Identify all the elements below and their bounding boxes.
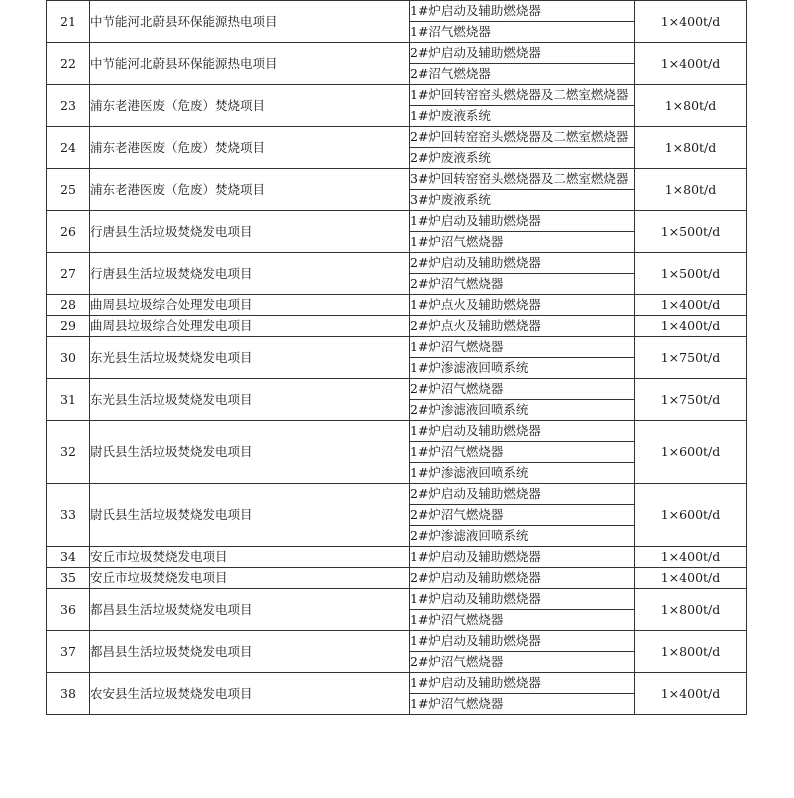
project-name: 曲周县垃圾综合处理发电项目 [90,295,410,316]
equipment-item: 1#炉沼气燃烧器 [410,232,635,253]
equipment-item: 1#炉启动及辅助燃烧器 [410,631,635,652]
project-name: 行唐县生活垃圾焚烧发电项目 [90,253,410,295]
table-row [47,337,747,358]
table-row [47,253,747,274]
project-name: 中节能河北蔚县环保能源热电项目 [90,43,410,85]
equipment-item: 2#炉沼气燃烧器 [410,274,635,295]
capacity-value: 1×600t/d [635,484,747,547]
equipment-item: 1#炉废液系统 [410,106,635,127]
row-number: 22 [47,43,90,85]
equipment-item: 2#炉沼气燃烧器 [410,379,635,400]
project-name: 安丘市垃圾焚烧发电项目 [90,568,410,589]
table-row [47,316,747,337]
row-number: 28 [47,295,90,316]
equipment-item: 1#炉沼气燃烧器 [410,442,635,463]
capacity-value: 1×80t/d [635,127,747,169]
table-row [47,169,747,190]
table-row [47,421,747,442]
project-name: 曲周县垃圾综合处理发电项目 [90,316,410,337]
equipment-item: 2#炉废液系统 [410,148,635,169]
row-number: 27 [47,253,90,295]
equipment-item: 1#炉启动及辅助燃烧器 [410,421,635,442]
project-name: 尉氏县生活垃圾焚烧发电项目 [90,484,410,547]
table-row [47,1,747,22]
table-row [47,43,747,64]
table-row [47,211,747,232]
row-number: 26 [47,211,90,253]
equipment-item: 3#炉废液系统 [410,190,635,211]
project-table [46,0,747,715]
row-number: 24 [47,127,90,169]
capacity-value: 1×400t/d [635,547,747,568]
table-row [47,673,747,694]
equipment-item: 2#炉沼气燃烧器 [410,505,635,526]
table-row [47,568,747,589]
row-number: 36 [47,589,90,631]
table-row [47,295,747,316]
equipment-item: 1#炉启动及辅助燃烧器 [410,211,635,232]
equipment-item: 1#炉沼气燃烧器 [410,337,635,358]
project-name: 都昌县生活垃圾焚烧发电项目 [90,589,410,631]
equipment-item: 2#炉启动及辅助燃烧器 [410,253,635,274]
project-name: 东光县生活垃圾焚烧发电项目 [90,379,410,421]
row-number: 34 [47,547,90,568]
capacity-value: 1×400t/d [635,673,747,715]
table-row [47,85,747,106]
equipment-item: 1#炉沼气燃烧器 [410,610,635,631]
row-number: 38 [47,673,90,715]
capacity-value: 1×400t/d [635,316,747,337]
row-number: 25 [47,169,90,211]
equipment-item: 1#炉启动及辅助燃烧器 [410,589,635,610]
project-name: 农安县生活垃圾焚烧发电项目 [90,673,410,715]
row-number: 23 [47,85,90,127]
equipment-item: 1#炉渗滤液回喷系统 [410,358,635,379]
equipment-item: 1#炉点火及辅助燃烧器 [410,295,635,316]
project-name: 东光县生活垃圾焚烧发电项目 [90,337,410,379]
project-name: 都昌县生活垃圾焚烧发电项目 [90,631,410,673]
project-name: 浦东老港医废（危废）焚烧项目 [90,85,410,127]
equipment-item: 1#炉启动及辅助燃烧器 [410,1,635,22]
capacity-value: 1×500t/d [635,211,747,253]
equipment-item: 2#沼气燃烧器 [410,64,635,85]
equipment-item: 2#炉渗滤液回喷系统 [410,526,635,547]
capacity-value: 1×80t/d [635,169,747,211]
project-name: 浦东老港医废（危废）焚烧项目 [90,127,410,169]
row-number: 32 [47,421,90,484]
capacity-value: 1×800t/d [635,589,747,631]
capacity-value: 1×400t/d [635,43,747,85]
row-number: 31 [47,379,90,421]
equipment-item: 1#炉回转窑窑头燃烧器及二燃室燃烧器 [410,85,635,106]
project-name: 安丘市垃圾焚烧发电项目 [90,547,410,568]
project-name: 中节能河北蔚县环保能源热电项目 [90,1,410,43]
equipment-item: 2#炉点火及辅助燃烧器 [410,316,635,337]
table-row [47,589,747,610]
project-name: 行唐县生活垃圾焚烧发电项目 [90,211,410,253]
row-number: 21 [47,1,90,43]
project-name: 尉氏县生活垃圾焚烧发电项目 [90,421,410,484]
row-number: 30 [47,337,90,379]
equipment-item: 2#炉渗滤液回喷系统 [410,400,635,421]
equipment-item: 2#炉回转窑窑头燃烧器及二燃室燃烧器 [410,127,635,148]
row-number: 37 [47,631,90,673]
capacity-value: 1×600t/d [635,421,747,484]
equipment-item: 1#炉渗滤液回喷系统 [410,463,635,484]
equipment-item: 2#炉启动及辅助燃烧器 [410,484,635,505]
capacity-value: 1×80t/d [635,85,747,127]
row-number: 29 [47,316,90,337]
capacity-value: 1×750t/d [635,337,747,379]
equipment-item: 1#炉启动及辅助燃烧器 [410,547,635,568]
equipment-item: 2#炉启动及辅助燃烧器 [410,43,635,64]
table-row [47,484,747,505]
row-number: 33 [47,484,90,547]
table-row [47,631,747,652]
capacity-value: 1×500t/d [635,253,747,295]
equipment-item: 1#沼气燃烧器 [410,22,635,43]
equipment-item: 1#炉启动及辅助燃烧器 [410,673,635,694]
row-number: 35 [47,568,90,589]
equipment-item: 1#炉沼气燃烧器 [410,694,635,715]
equipment-item: 3#炉回转窑窑头燃烧器及二燃室燃烧器 [410,169,635,190]
capacity-value: 1×750t/d [635,379,747,421]
capacity-value: 1×400t/d [635,295,747,316]
capacity-value: 1×400t/d [635,1,747,43]
project-table-body [47,1,747,715]
project-name: 浦东老港医废（危废）焚烧项目 [90,169,410,211]
equipment-item: 2#炉启动及辅助燃烧器 [410,568,635,589]
capacity-value: 1×400t/d [635,568,747,589]
table-row [47,127,747,148]
capacity-value: 1×800t/d [635,631,747,673]
table-row [47,379,747,400]
table-row [47,547,747,568]
equipment-item: 2#炉沼气燃烧器 [410,652,635,673]
